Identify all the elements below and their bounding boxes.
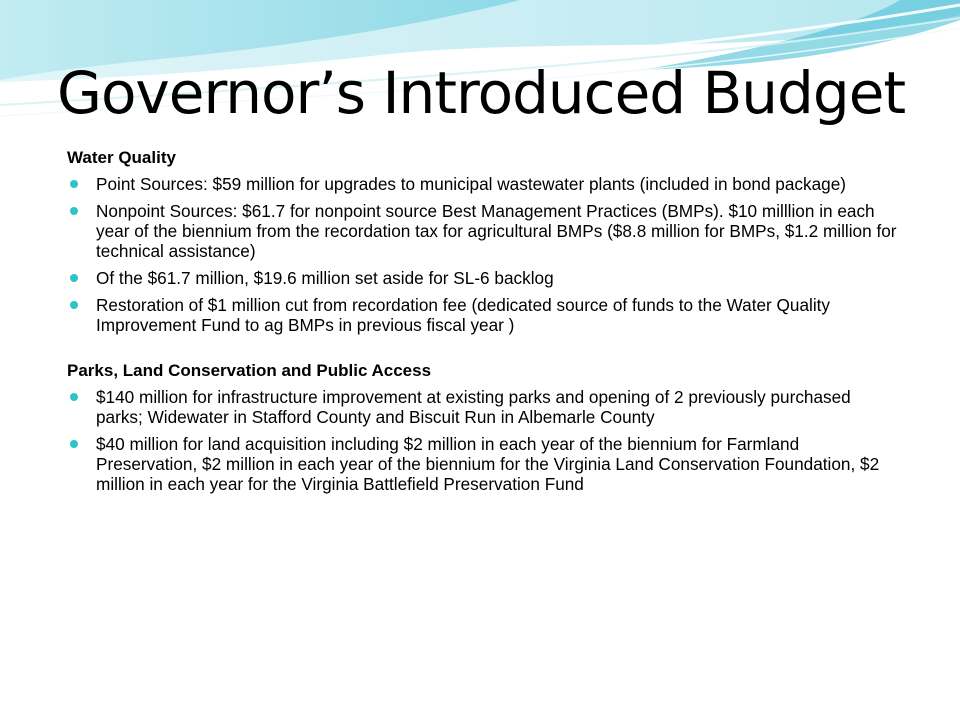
list-item: Nonpoint Sources: $61.7 for nonpoint source Best Management Practices (BMPs). $10 milllion in each year of the biennium from the recordation tax for agricultural BMPs ($8.8 million for BMPs, $1.2 million for technical assistance)	[67, 201, 897, 261]
list-item: $140 million for infrastructure improvement at existing parks and opening of 2 previously purchased parks; Widewater in Stafford County and Biscuit Run in Albemarle County	[67, 387, 897, 427]
slide-content	[67, 148, 897, 501]
section-heading-water-quality: Water Quality	[67, 148, 176, 167]
bullet-icon	[70, 301, 78, 309]
water-quality-list	[67, 174, 897, 335]
section-heading-parks: Parks, Land Conservation and Public Access	[67, 361, 432, 380]
page-title: Governor’s Introduced Budget	[57, 59, 906, 127]
bullet-icon	[70, 207, 78, 215]
list-item: Restoration of $1 million cut from recordation fee (dedicated source of funds to the Water Quality Improvement Fund to ag BMPs in previous fiscal year )	[67, 295, 897, 335]
list-item: Of the $61.7 million, $19.6 million set aside for SL-6 backlog	[67, 268, 897, 288]
list-item: $40 million for land acquisition including $2 million in each year of the biennium for Farmland Preservation, $2 million in each year of the biennium for the Virginia Land Conservation Foundation, $2 million in each year for the Virginia Battlefield Preservation Fund	[67, 434, 897, 494]
bullet-icon	[70, 274, 78, 282]
bullet-icon	[70, 440, 78, 448]
parks-list	[67, 387, 897, 494]
list-item: Point Sources: $59 million for upgrades to municipal wastewater plants (included in bond package)	[67, 174, 897, 194]
bullet-icon	[70, 393, 78, 401]
bullet-icon	[70, 180, 78, 188]
